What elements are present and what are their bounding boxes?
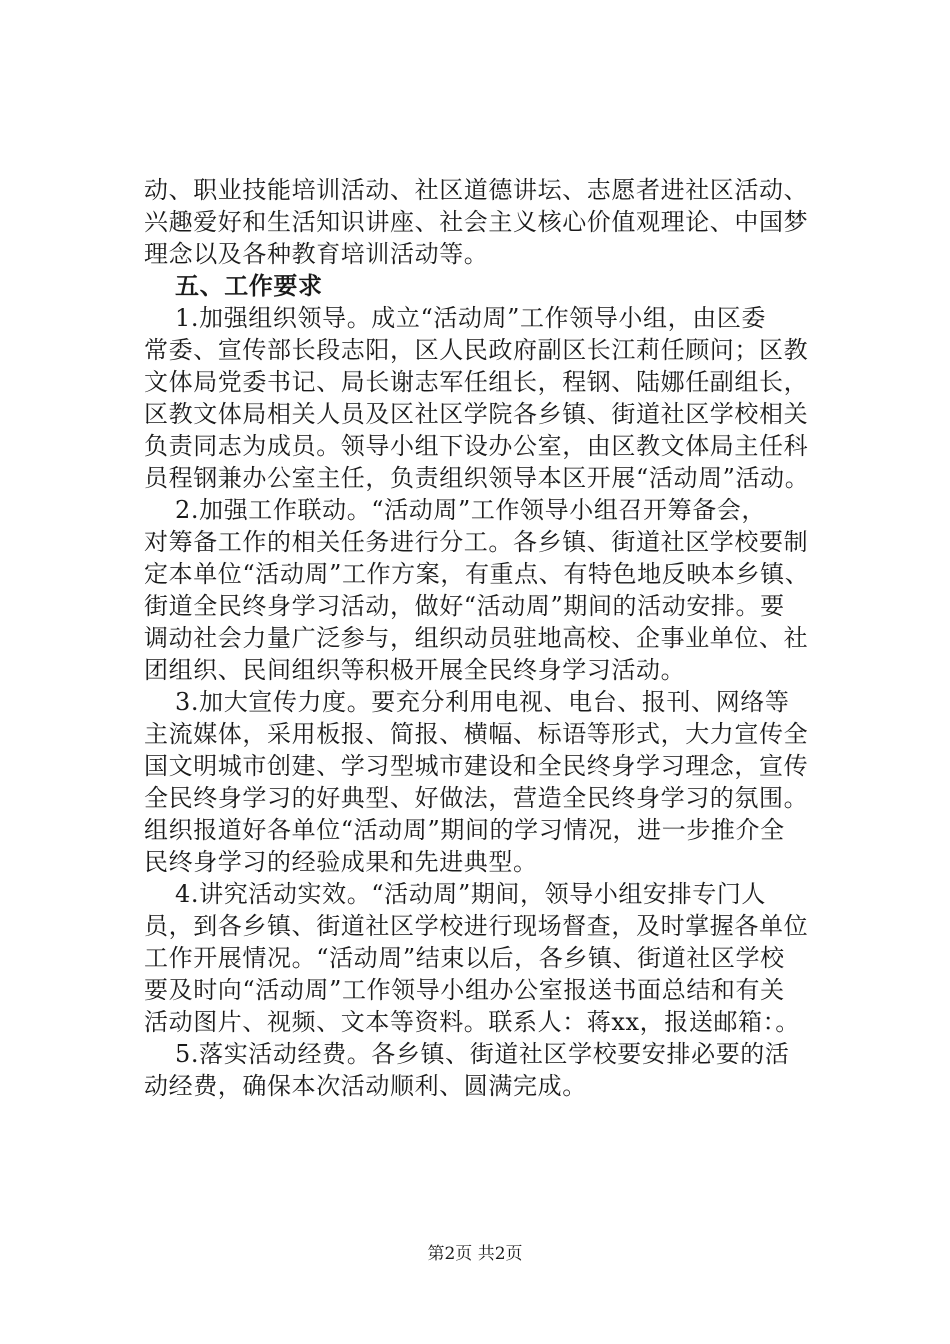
body-line: 街道全民终身学习活动，做好“活动周”期间的活动安排。要 [144,592,785,620]
body-line: 工作开展情况。“活动周”结束以后，各乡镇、街道社区学校 [144,944,785,972]
body-line: 动经费，确保本次活动顺利、圆满完成。 [144,1072,587,1100]
body-line: 定本单位“活动周”工作方案，有重点、有特色地反映本乡镇、 [144,560,810,588]
body-line: 员，到各乡镇、街道社区学校进行现场督查，及时掌握各单位 [144,912,809,940]
body-line: 兴趣爱好和生活知识讲座、社会主义核心价值观理论、中国梦 [144,208,809,236]
body-line: 区教文体局相关人员及区社区学院各乡镇、街道社区学校相关 [144,400,809,428]
body-line: 动、职业技能培训活动、社区道德讲坛、志愿者进社区活动、 [144,176,809,204]
paragraph-first-line: 4.讲究活动实效。“活动周”期间，领导小组安排专门人 [175,880,767,908]
body-line: 对筹备工作的相关任务进行分工。各乡镇、街道社区学校要制 [144,528,809,556]
body-line: 常委、宣传部长段志阳，区人民政府副区长江莉任顾问；区教 [144,336,809,364]
paragraph-first-line: 5.落实活动经费。各乡镇、街道社区学校要安排必要的活 [175,1040,790,1068]
body-line: 负责同志为成员。领导小组下设办公室，由区教文体局主任科 [144,432,809,460]
body-line: 全民终身学习的好典型、好做法，营造全民终身学习的氛围。 [144,784,809,812]
body-line: 国文明城市创建、学习型城市建设和全民终身学习理念，宣传 [144,752,809,780]
page-footer: 第2页 共2页 [427,1244,523,1264]
document-body [144,174,834,1102]
body-line: 调动社会力量广泛参与，组织动员驻地高校、企事业单位、社 [144,624,809,652]
body-line: 组织报道好各单位“活动周”期间的学习情况，进一步推介全 [144,816,785,844]
body-line: 主流媒体，采用板报、简报、横幅、标语等形式，大力宣传全 [144,720,809,748]
paragraph-first-line: 2.加强工作联动。“活动周”工作领导小组召开筹备会， [175,496,767,524]
section-heading: 五、工作要求 [175,271,323,300]
paragraph-first-line: 1.加强组织领导。成立“活动周”工作领导小组，由区委 [175,304,767,332]
body-line: 文体局党委书记、局长谢志军任组长，程钢、陆娜任副组长， [144,368,809,396]
body-line: 要及时向“活动周”工作领导小组办公室报送书面总结和有关 [144,976,785,1004]
body-line: 民终身学习的经验成果和先进典型。 [144,848,538,876]
body-line: 理念以及各种教育培训活动等。 [144,240,489,268]
paragraph-first-line: 3.加大宣传力度。要充分利用电视、电台、报刊、网络等 [175,688,790,716]
body-line: 员程钢兼办公室主任，负责组织领导本区开展“活动周”活动。 [144,464,810,492]
body-line: 团组织、民间组织等积极开展全民终身学习活动。 [144,656,686,684]
body-line: 活动图片、视频、文本等资料。联系人：蒋xx，报送邮箱：。 [144,1008,800,1036]
